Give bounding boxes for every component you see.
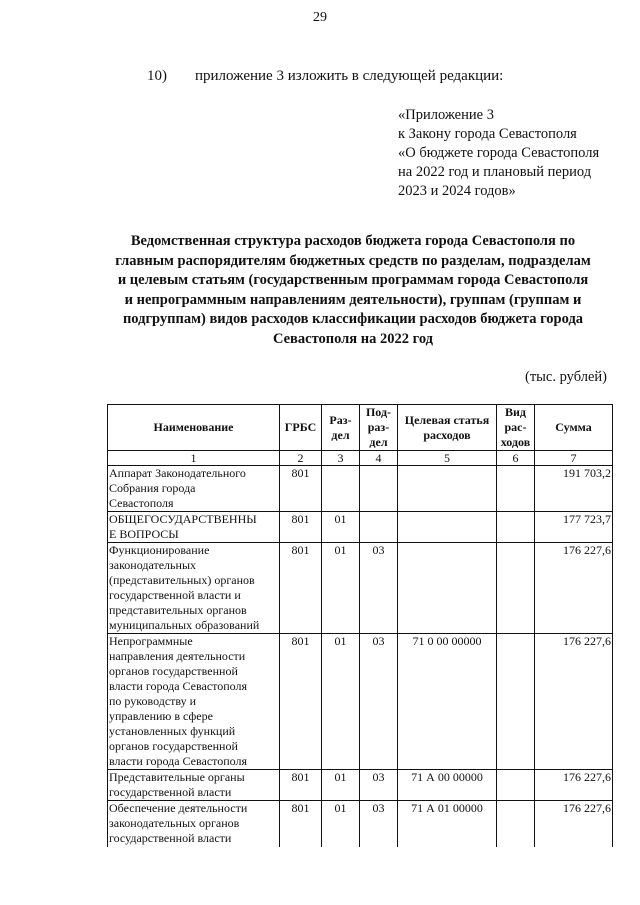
table-row bbox=[108, 512, 613, 543]
header-grbs: ГРБС bbox=[280, 405, 322, 451]
column-number: 6 bbox=[497, 451, 535, 466]
table-row bbox=[108, 466, 613, 512]
cell-razdel bbox=[322, 466, 360, 512]
cell-podrazdel: 03 bbox=[360, 634, 398, 770]
table-header-row bbox=[108, 405, 613, 451]
cell-sum: 176 227,6 bbox=[535, 543, 613, 634]
cell-name: Представительные органы государственной власти bbox=[108, 770, 280, 801]
cell-name: Обеспечение деятельности законодательных органов государственной власти bbox=[108, 801, 280, 848]
column-number: 5 bbox=[398, 451, 497, 466]
table-row bbox=[108, 801, 613, 848]
cell-grbs: 801 bbox=[280, 634, 322, 770]
table-row bbox=[108, 634, 613, 770]
table-row bbox=[108, 543, 613, 634]
header-sum: Сумма bbox=[535, 405, 613, 451]
cell-podrazdel: 03 bbox=[360, 801, 398, 848]
cell-razdel: 01 bbox=[322, 801, 360, 848]
cell-name: Функционирование законодательных (представительных) органов государственной власти и представительных органов муниципальных образований bbox=[108, 543, 280, 634]
header-target: Целевая статья расходов bbox=[398, 405, 497, 451]
cell-vid bbox=[497, 543, 535, 634]
cell-razdel: 01 bbox=[322, 512, 360, 543]
cell-vid bbox=[497, 770, 535, 801]
cell-target bbox=[398, 543, 497, 634]
cell-grbs: 801 bbox=[280, 543, 322, 634]
cell-sum: 191 703,2 bbox=[535, 466, 613, 512]
cell-grbs: 801 bbox=[280, 512, 322, 543]
cell-sum: 176 227,6 bbox=[535, 634, 613, 770]
cell-sum: 177 723,7 bbox=[535, 512, 613, 543]
item-text: приложение 3 изложить в следующей редакции: bbox=[195, 68, 504, 84]
heading-line: и целевым статьям (государственным программам города Севастополя bbox=[117, 272, 589, 288]
cell-target bbox=[398, 466, 497, 512]
cell-name: ОБЩЕГОСУДАРСТВЕННЫ Е ВОПРОСЫ bbox=[108, 512, 280, 543]
header-razdel: Раз- дел bbox=[322, 405, 360, 451]
heading-line: и непрограммным направлениям деятельности), группам (группам и bbox=[124, 291, 582, 308]
units-label: (тыс. рублей) bbox=[525, 369, 607, 385]
cell-target: 71 А 00 00000 bbox=[398, 770, 497, 801]
heading-line: Севастополя на 2022 год bbox=[272, 330, 434, 347]
header-name: Наименование bbox=[108, 405, 280, 451]
heading-line: главным распорядителям бюджетных средств по разделам, подразделам bbox=[115, 252, 591, 269]
column-number: 2 bbox=[280, 451, 322, 466]
cell-podrazdel bbox=[360, 512, 398, 543]
cell-grbs: 801 bbox=[280, 466, 322, 512]
header-podrazdel: Под- раз- дел bbox=[360, 405, 398, 451]
cell-podrazdel bbox=[360, 466, 398, 512]
cell-podrazdel: 03 bbox=[360, 543, 398, 634]
cell-vid bbox=[497, 466, 535, 512]
heading-line: подгруппам) видов расходов классификации расходов бюджета города bbox=[122, 311, 584, 327]
amendment-item bbox=[147, 68, 503, 85]
cell-vid bbox=[497, 801, 535, 848]
column-number: 3 bbox=[322, 451, 360, 466]
cell-razdel: 01 bbox=[322, 543, 360, 634]
appendix-line: 2023 и 2024 годов» bbox=[398, 183, 516, 199]
cell-grbs: 801 bbox=[280, 770, 322, 801]
appendix-line: на 2022 год и плановый период bbox=[398, 164, 592, 180]
cell-sum: 176 227,6 bbox=[535, 801, 613, 848]
cell-name: Аппарат Законодательного Собрания города Севастополя bbox=[108, 466, 280, 512]
item-number: 10) bbox=[147, 68, 167, 84]
appendix-reference bbox=[398, 106, 599, 201]
header-vid: Вид рас- ходов bbox=[497, 405, 535, 451]
appendix-line: «О бюджете города Севастополя bbox=[398, 145, 600, 161]
column-number: 7 bbox=[535, 451, 613, 466]
page-number: 29 bbox=[313, 10, 327, 25]
cell-vid bbox=[497, 634, 535, 770]
table-row bbox=[108, 770, 613, 801]
cell-name: Непрограммные направления деятельности органов государственной власти города Севастополя по руководству и управлению в сфере установленных функций органов государственной власти города Севастополя bbox=[108, 634, 280, 770]
cell-grbs: 801 bbox=[280, 801, 322, 848]
cell-target: 71 0 00 00000 bbox=[398, 634, 497, 770]
cell-podrazdel: 03 bbox=[360, 770, 398, 801]
expenditure-table bbox=[107, 404, 613, 847]
column-number: 1 bbox=[108, 451, 280, 466]
cell-sum: 176 227,6 bbox=[535, 770, 613, 801]
appendix-line: «Приложение 3 bbox=[398, 107, 494, 123]
column-number-row bbox=[108, 451, 613, 466]
cell-target bbox=[398, 512, 497, 543]
column-number: 4 bbox=[360, 451, 398, 466]
cell-vid bbox=[497, 512, 535, 543]
heading-line: Ведомственная структура расходов бюджета города Севастополя по bbox=[130, 233, 576, 249]
cell-target: 71 А 01 00000 bbox=[398, 801, 497, 848]
document-heading bbox=[100, 232, 606, 349]
cell-razdel: 01 bbox=[322, 634, 360, 770]
appendix-line: к Закону города Севастополя bbox=[398, 126, 577, 142]
cell-razdel: 01 bbox=[322, 770, 360, 801]
